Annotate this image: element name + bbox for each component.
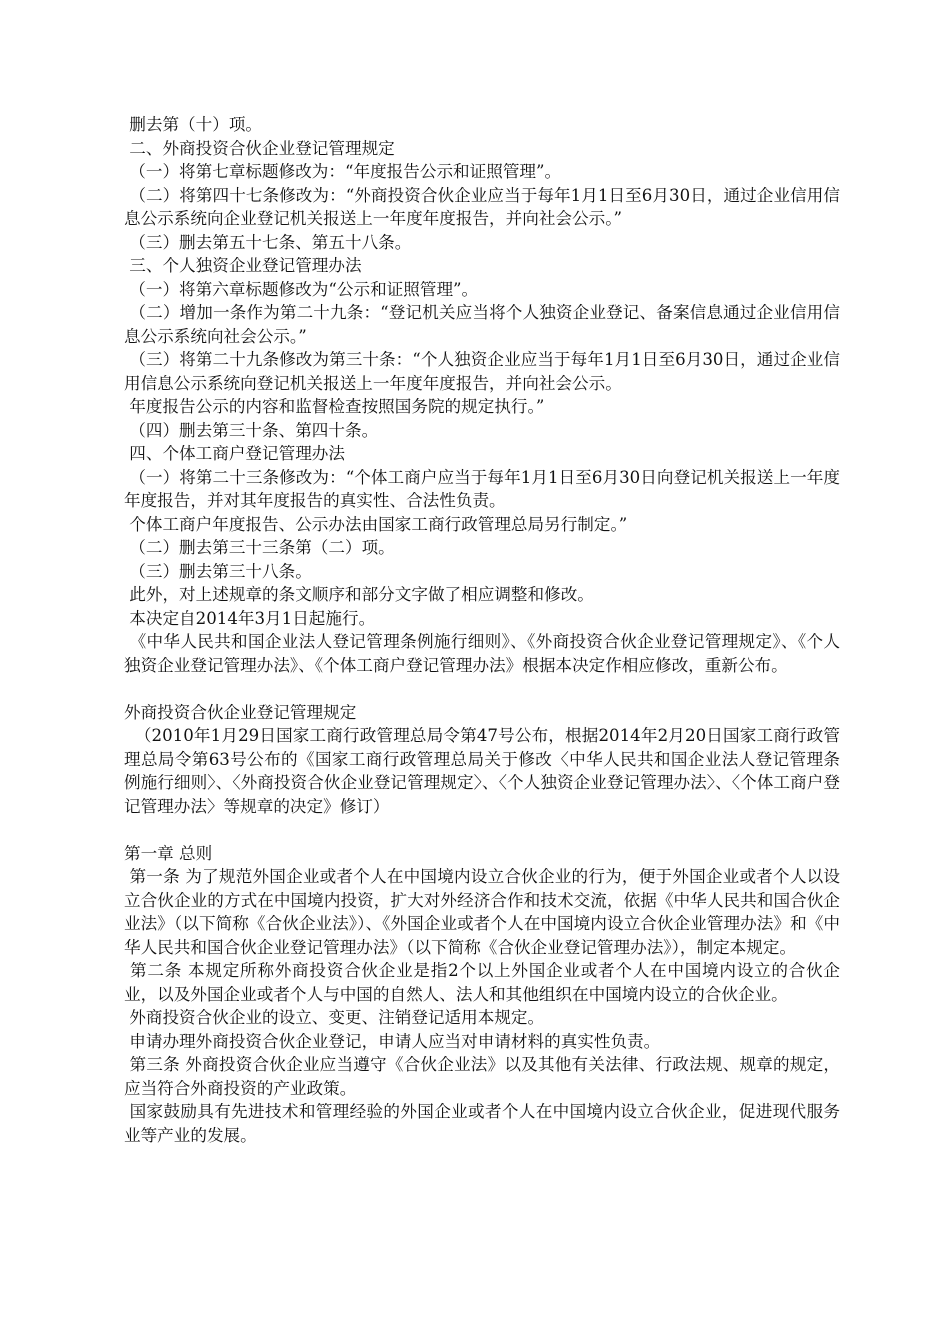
paragraph: 国家鼓励具有先进技术和管理经验的外国企业或者个人在中国境内设立合伙企业，促进现代服务业等产业的发展。 (124, 1102, 840, 1145)
article-paragraph: 第一条 为了规范外国企业或者个人在中国境内设立合伙企业的行为，便于外国企业或者个人以设立合伙企业的方式在中国境内投资，扩大对外经济合作和技术交流，依据《中华人民共和国合伙企业法》（以下简称《合伙企业法》）、《外国企业或者个人在中国境内设立合伙企业管理办法》和《中华人民共和国合伙企业登记管理办法》（以下简称《合伙企业登记管理办法》），制定本规定。 (124, 867, 840, 957)
article-paragraph: 第三条 外商投资合伙企业应当遵守《合伙企业法》以及其他有关法律、行政法规、规章的规定，应当符合外商投资的产业政策。 (124, 1055, 840, 1098)
paragraph: 年度报告公示的内容和监督检查按照国务院的规定执行。” (124, 397, 545, 416)
paragraph: （一）将第二十三条修改为：“个体工商户应当于每年1月1日至6月30日向登记机关报送上一年度年度报告，并对其年度报告的真实性、合法性负责。 (124, 467, 840, 510)
section-heading: 二、外商投资合伙企业登记管理规定 (124, 138, 395, 158)
paragraph: 《中华人民共和国企业法人登记管理条例施行细则》、《外商投资合伙企业登记管理规定》、《个人独资企业登记管理办法》、《个体工商户登记管理办法》根据本决定作相应修改，重新公布。 (124, 632, 840, 675)
paragraph: 此外，对上述规章的条文顺序和部分文字做了相应调整和修改。 (124, 585, 594, 604)
paragraph: （二）将第四十七条修改为：“外商投资合伙企业应当于每年1月1日至6月30日，通过企业信用信息公示系统向企业登记机关报送上一年度年度报告，并向社会公示。” (124, 185, 840, 228)
regulation-title: 外商投资合伙企业登记管理规定 (124, 702, 357, 722)
article-paragraph: 第二条 本规定所称外商投资合伙企业是指2个以上外国企业或者个人在中国境内设立的合伙企业，以及外国企业或者个人与中国的自然人、法人和其他组织在中国境内设立的合伙企业。 (124, 961, 840, 1004)
paragraph: 个体工商户年度报告、公示办法由国家工商行政管理总局另行制定。” (124, 514, 628, 534)
blank-line (124, 818, 840, 842)
document-body (124, 113, 840, 1147)
paragraph: （三）删去第五十七条、第五十八条。 (124, 232, 412, 252)
blank-line (124, 677, 840, 701)
section-heading: 四、个体工商户登记管理办法 (124, 444, 345, 463)
paragraph: （四）删去第三十条、第四十条。 (124, 420, 379, 440)
paragraph: 外商投资合伙企业的设立、变更、注销登记适用本规定。 (124, 1008, 545, 1027)
section-heading: 三、个人独资企业登记管理办法 (124, 256, 362, 275)
paragraph: 本决定自2014年3月1日起施行。 (124, 608, 376, 628)
paragraph: （一）将第六章标题修改为“公示和证照管理”。 (124, 279, 479, 299)
regulation-note: （2010年1月29日国家工商行政管理总局令第47号公布，根据2014年2月20日国家工商行政管理总局令第63号公布的《国家工商行政管理总局关于修改〈中华人民共和国企业法人登记管理条例施行细则〉、〈外商投资合伙企业登记管理规定〉、〈个人独资企业登记管理办法〉、〈个体工商户登记管理办法〉等规章的决定》修订） (124, 726, 840, 816)
paragraph: （三）将第二十九条修改为第三十条：“个人独资企业应当于每年1月1日至6月30日，通过企业信用信息公示系统向登记机关报送上一年度年度报告，并向社会公示。 (124, 350, 840, 393)
paragraph: （二）增加一条作为第二十九条：“登记机关应当将个人独资企业登记、备案信息通过企业信用信息公示系统向社会公示。” (124, 303, 840, 346)
paragraph: （三）删去第三十八条。 (124, 561, 312, 581)
paragraph: 删去第（十）项。 (124, 115, 263, 134)
paragraph: （一）将第七章标题修改为：“年度报告公示和证照管理”。 (124, 162, 562, 181)
chapter-heading: 第一章 总则 (124, 843, 213, 863)
paragraph: 申请办理外商投资合伙企业登记，申请人应当对申请材料的真实性负责。 (124, 1031, 661, 1051)
paragraph: （二）删去第三十三条第（二）项。 (124, 538, 395, 557)
